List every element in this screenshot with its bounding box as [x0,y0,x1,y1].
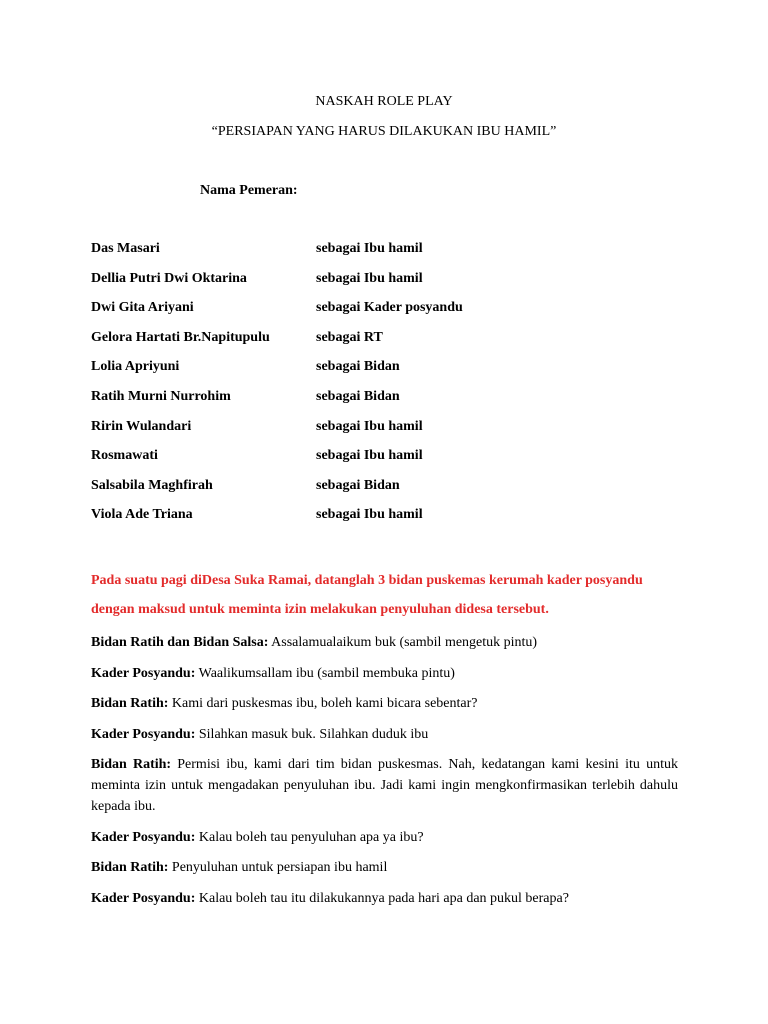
dialogue-speaker: Kader Posyandu: [91,829,196,845]
cast-role: sebagai Bidan [316,388,400,404]
scene-intro [91,566,691,624]
dialogue-line [91,857,678,878]
cast-name: Dwi Gita Ariyani [91,300,194,316]
dialogue-speaker: Kader Posyandu: [91,726,196,742]
cast-name: Gelora Hartati Br.Napitupulu [91,329,270,345]
cast-role: sebagai Bidan [316,477,400,493]
cast-role: sebagai Kader posyandu [316,300,463,316]
cast-name: Ririn Wulandari [91,418,192,434]
cast-name: Dellia Putri Dwi Oktarina [91,270,247,286]
dialogue-speaker: Bidan Ratih: [91,860,169,875]
cast-role: sebagai RT [316,329,383,345]
dialogue-line [91,754,678,817]
cast-row [91,507,691,537]
cast-name: Ratih Murni Nurrohim [91,388,231,404]
cast-role: sebagai Ibu hamil [316,270,423,286]
cast-name: Viola Ade Triana [91,507,193,523]
cast-row [91,419,691,449]
cast-row [91,478,691,508]
dialogue-text: Penyuluhan untuk persiapan ibu hamil [168,860,388,875]
dialogue-speaker: Bidan Ratih: [91,696,169,711]
cast-list [91,241,691,537]
scene-intro-line: dengan maksud untuk meminta izin melakukan penyuluhan didesa tersebut. [91,602,549,617]
cast-row [91,359,691,389]
dialogue-line [91,693,678,714]
dialogue-text: Waalikumsallam ibu (sambil membuka pintu) [195,665,455,681]
dialogue-speaker: Kader Posyandu: [91,665,196,681]
cast-row [91,271,691,301]
cast-name: Lolia Apriyuni [91,359,180,375]
cast-role: sebagai Ibu hamil [316,418,423,434]
dialogue [91,632,678,918]
cast-row [91,389,691,419]
cast-name: Salsabila Maghfirah [91,477,213,493]
dialogue-line [91,888,678,909]
dialogue-line [91,827,678,848]
cast-row [91,448,691,478]
dialogue-text: Permisi ibu, kami dari tim bidan puskesmas. Nah, kedatangan kami kesini itu untuk meminta izin untuk mengadakan penyuluhan ibu. Jadi kami ingin mengkonfirmasikan terlebih dahulu kepada ibu. [91,757,678,814]
cast-role: sebagai Bidan [316,359,400,375]
dialogue-line [91,724,678,745]
cast-heading: Nama Pemeran: [200,183,298,198]
document-subtitle: “PERSIAPAN YANG HARUS DILAKUKAN IBU HAMIL” [211,124,557,139]
dialogue-text: Silahkan masuk buk. Silahkan duduk ibu [195,726,429,742]
cast-row [91,330,691,360]
cast-row [91,241,691,271]
dialogue-text: Assalamualaikum buk (sambil mengetuk pintu) [268,635,538,650]
cast-role: sebagai Ibu hamil [316,507,423,523]
cast-name: Das Masari [91,241,160,256]
dialogue-text: Kalau boleh tau itu dilakukannya pada hari apa dan pukul berapa? [195,890,569,906]
dialogue-speaker: Kader Posyandu: [91,890,196,906]
document-title: NASKAH ROLE PLAY [315,94,453,109]
dialogue-line [91,632,678,653]
dialogue-text: Kalau boleh tau penyuluhan apa ya ibu? [195,829,424,845]
dialogue-speaker: Bidan Ratih dan Bidan Salsa: [91,635,269,650]
cast-role: sebagai Ibu hamil [316,448,423,464]
cast-role: sebagai Ibu hamil [316,241,423,256]
dialogue-line [91,663,678,684]
cast-name: Rosmawati [91,448,158,464]
dialogue-speaker: Bidan Ratih: [91,757,172,772]
cast-row [91,300,691,330]
scene-intro-line: Pada suatu pagi diDesa Suka Ramai, datanglah 3 bidan puskemas kerumah kader posyandu [91,573,643,588]
dialogue-text: Kami dari puskesmas ibu, boleh kami bicara sebentar? [168,696,478,711]
